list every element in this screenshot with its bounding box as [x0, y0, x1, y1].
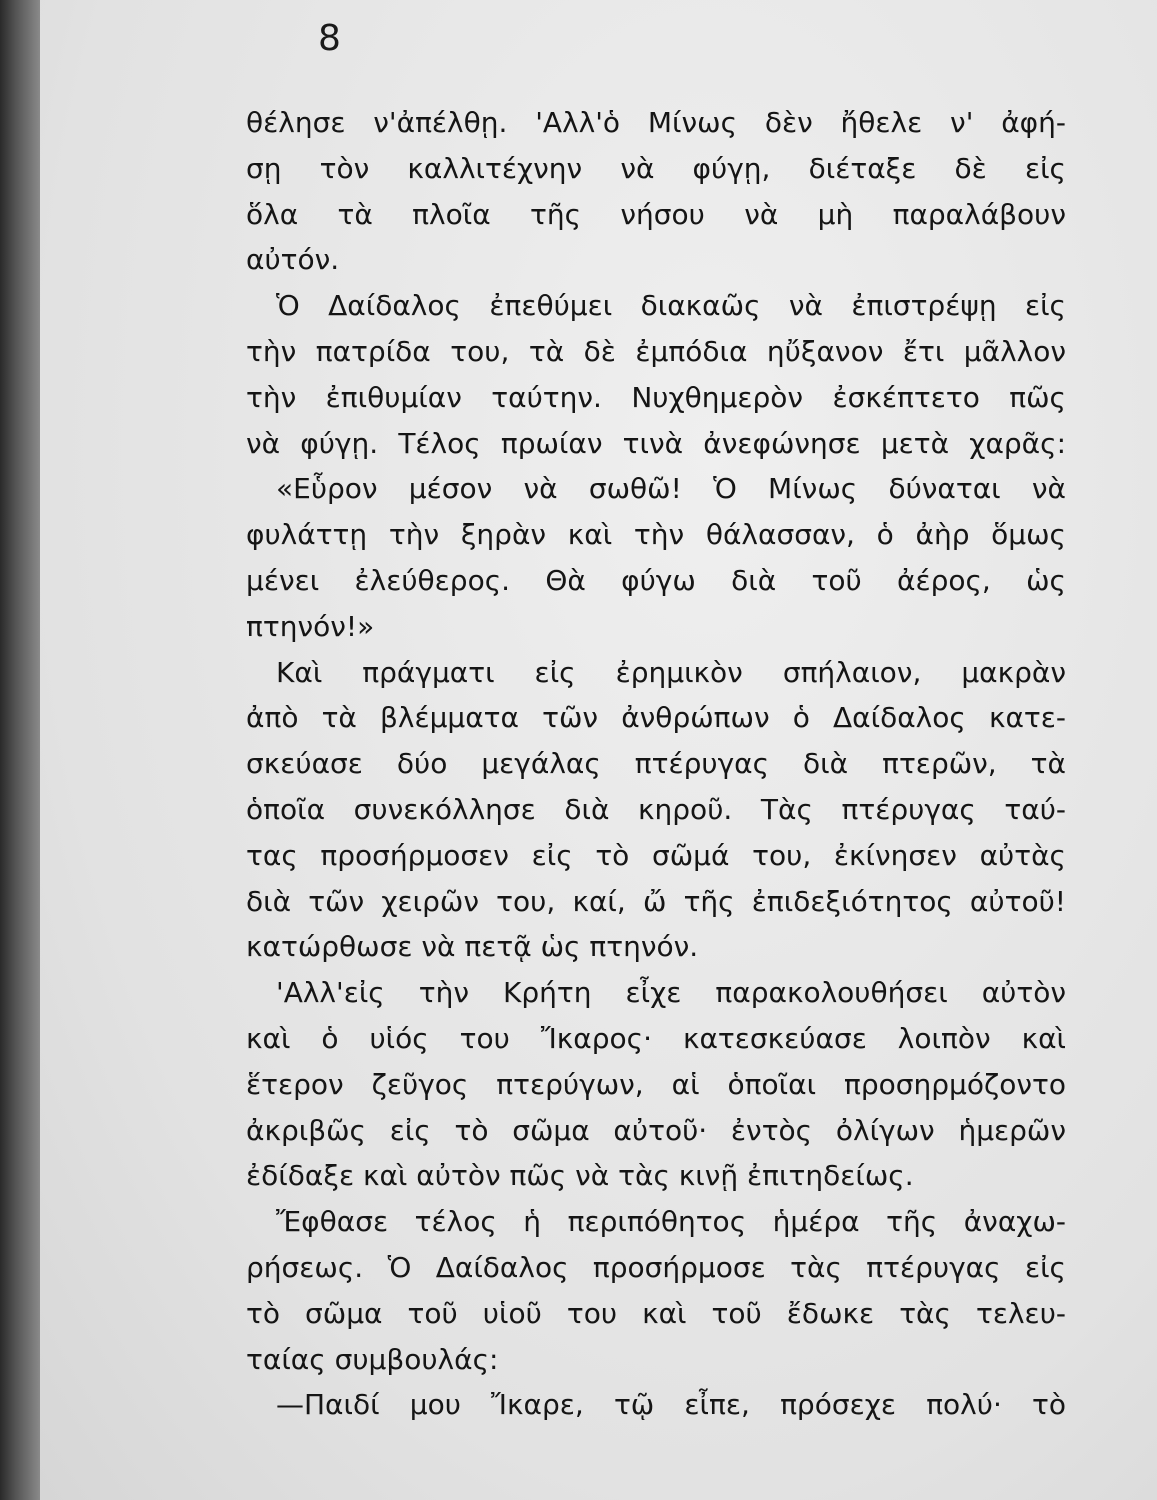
text-line: ἀκριβῶς εἰς τὸ σῶμα αὐτοῦ· ἐντὸς ὀλίγων ἡμερῶν — [246, 1113, 1066, 1147]
text-line: Ὁ Δαίδαλος ἐπεθύμει διακαῶς νὰ ἐπιστρέψῃ εἰς — [276, 289, 1066, 323]
text-line: σῃ τὸν καλλιτέχνην νὰ φύγῃ, διέταξε δὲ εἰς — [246, 151, 1066, 185]
text-line: αὐτόν. — [246, 243, 340, 277]
text-line: μένει ἐλεύθερος. Θὰ φύγω διὰ τοῦ ἀέρος, ὡς — [246, 563, 1066, 597]
text-line: ταίας συμβουλάς: — [246, 1342, 499, 1376]
text-line: νὰ φύγῃ. Τέλος πρωίαν τινὰ ἀνεφώνησε μετὰ χαρᾶς: — [246, 426, 1066, 460]
text-line: ἕτερον ζεῦγος πτερύγων, αἱ ὁποῖαι προσηρμόζοντο — [246, 1067, 1066, 1101]
book-spine-shadow — [0, 0, 40, 1500]
text-line: ὁποῖα συνεκόλλησε διὰ κηροῦ. Τὰς πτέρυγας ταύ- — [246, 792, 1066, 826]
text-line: τας προσήρμοσεν εἰς τὸ σῶμά του, ἐκίνησεν αὐτὰς — [246, 838, 1066, 872]
body-text — [246, 100, 1066, 1428]
text-line: ὅλα τὰ πλοῖα τῆς νήσου νὰ μὴ παραλάβουν — [246, 197, 1066, 231]
text-line: ἐδίδαξε καὶ αὐτὸν πῶς νὰ τὰς κινῇ ἐπιτηδείως. — [246, 1159, 914, 1193]
text-line: τὴν ἐπιθυμίαν ταύτην. Νυχθημερὸν ἐσκέπτετο πῶς — [246, 380, 1066, 414]
text-line: ρήσεως. Ὁ Δαίδαλος προσήρμοσε τὰς πτέρυγας εἰς — [246, 1250, 1066, 1284]
text-line: κατώρθωσε νὰ πετᾷ ὡς πτηνόν. — [246, 930, 699, 964]
text-line: καὶ ὁ υἱός του Ἴκαρος· κατεσκεύασε λοιπὸν καὶ — [246, 1021, 1066, 1055]
text-line: σκεύασε δύο μεγάλας πτέρυγας διὰ πτερῶν, τὰ — [246, 747, 1066, 781]
text-line: τὸ σῶμα τοῦ υἱοῦ του καὶ τοῦ ἔδωκε τὰς τελευ- — [246, 1296, 1066, 1330]
page-number: 8 — [318, 18, 341, 59]
text-line: Ἔφθασε τέλος ἡ περιπόθητος ἡμέρα τῆς ἀναχω- — [276, 1205, 1066, 1239]
text-line: 'Αλλ'εἰς τὴν Κρήτη εἶχε παρακολουθήσει αὐτὸν — [276, 976, 1066, 1010]
text-line: πτηνόν!» — [246, 609, 375, 643]
text-line: Καὶ πράγματι εἰς ἐρημικὸν σπήλαιον, μακρὰν — [276, 655, 1066, 689]
text-line: τὴν πατρίδα του, τὰ δὲ ἐμπόδια ηὔξανον ἔτι μᾶλλον — [246, 334, 1066, 368]
text-line: ἀπὸ τὰ βλέμματα τῶν ἀνθρώπων ὁ Δαίδαλος κατε- — [246, 701, 1066, 735]
text-line: φυλάττῃ τὴν ξηρὰν καὶ τὴν θάλασσαν, ὁ ἀὴρ ὅμως — [246, 518, 1066, 552]
text-line: θέλησε ν'ἀπέλθῃ. 'Αλλ'ὁ Μίνως δὲν ἤθελε ν' ἀφή- — [246, 106, 1066, 139]
text-line: —Παιδί μου Ἴκαρε, τῷ εἶπε, πρόσεχε πολύ· τὸ — [276, 1388, 1066, 1422]
text-line: διὰ τῶν χειρῶν του, καί, ὤ τῆς ἐπιδεξιότητος αὐτοῦ! — [246, 884, 1066, 918]
text-line: «Εὗρον μέσον νὰ σωθῶ! Ὁ Μίνως δύναται νὰ — [276, 472, 1066, 506]
